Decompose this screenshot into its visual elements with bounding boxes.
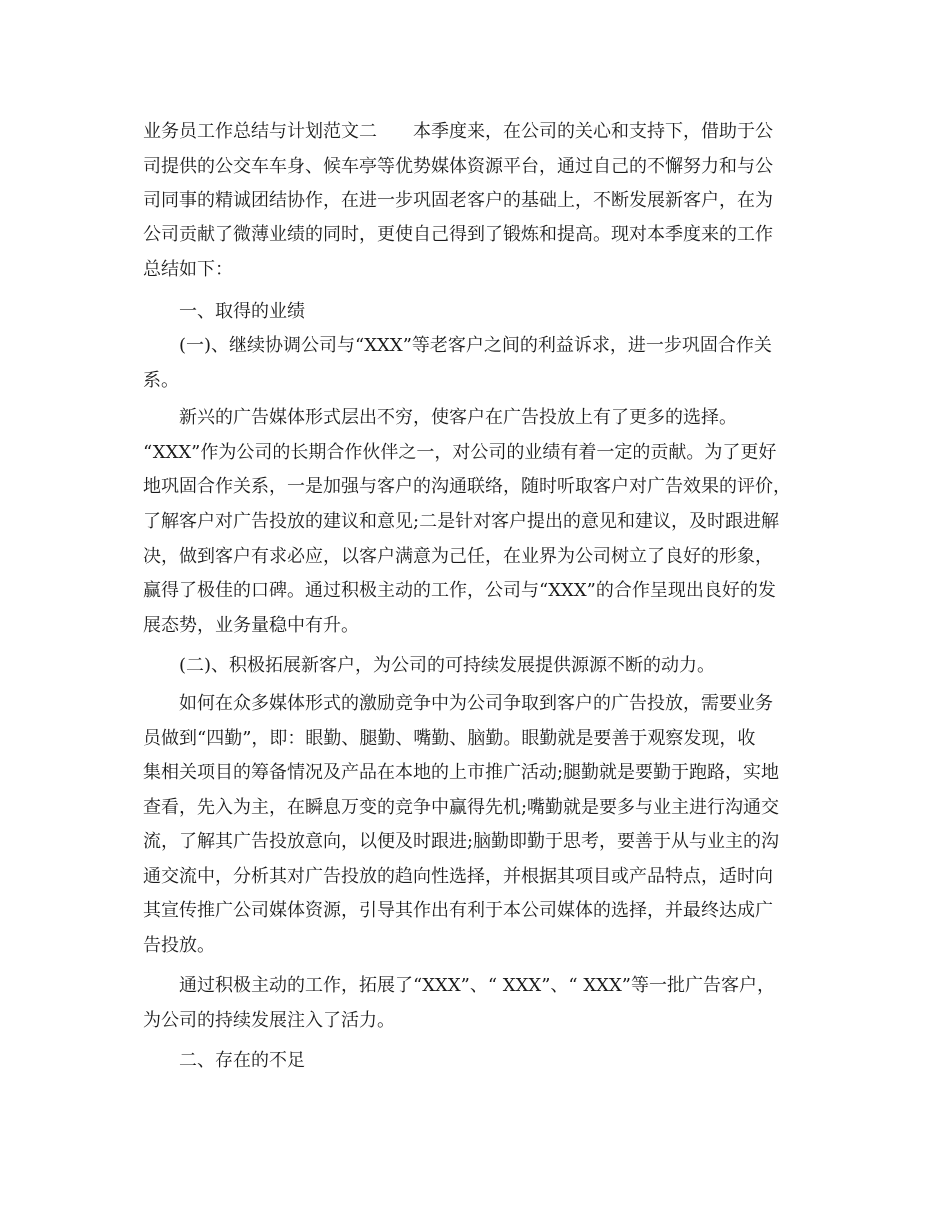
text-line: 查看，先入为主，在瞬息万变的竞争中赢得先机;嘴勤就是要多与业主进行沟通交 [143, 797, 780, 818]
text-line: 地巩固合作关系，一是加强与客户的沟通联络，随时听取客户对广告效果的评价， [143, 476, 791, 497]
text-line: 如何在众多媒体形式的激励竞争中为公司争取到客户的广告投放，需要业务 [143, 693, 773, 714]
text-line: 集相关项目的筹备情况及产品在本地的上市推广活动;腿勤就是要勤于跑路，实地 [143, 762, 780, 783]
text-line: 通交流中，分析其对广告投放的趋向性选择，并根据其项目或产品特点，适时向 [143, 866, 773, 887]
text-line: 员做到“四勤”，即：眼勤、腿勤、嘴勤、脑勤。眼勤就是要善于观察发现，收 [143, 728, 756, 749]
text-line: 流，了解其广告投放意向，以便及时跟进;脑勤即勤于思考，要善于从与业主的沟 [143, 831, 780, 852]
section-heading: 一、取得的业绩 [143, 301, 305, 322]
text-line: 业务员工作总结与计划范文二 本季度来，在公司的关心和支持下，借助于公 [143, 121, 773, 142]
text-line: 决，做到客户有求必应，以客户满意为己任，在业界为公司树立了良好的形象， [143, 546, 773, 567]
text-line: 公司贡献了微薄业绩的同时，更使自己得到了锻炼和提高。现对本季度来的工作 [143, 224, 773, 245]
text-line: 总结如下： [143, 259, 233, 280]
subsection-heading: (一)、继续协调公司与“XXX”等老客户之间的利益诉求，进一步巩固合作关 [143, 335, 772, 356]
text-line: 系。 [143, 370, 179, 391]
subsection-heading: (二)、积极拓展新客户，为公司的可持续发展提供源源不断的动力。 [143, 655, 716, 676]
text-line: 司同事的精诚团结协作，在进一步巩固老客户的基础上，不断发展新客户，在为 [143, 190, 773, 211]
section-heading: 二、存在的不足 [143, 1050, 305, 1071]
text-line: 其宣传推广公司媒体资源，引导其作出有利于本公司媒体的选择，并最终达成广 [143, 900, 773, 921]
text-line: 展态势，业务量稳中有升。 [143, 615, 359, 636]
text-line: 新兴的广告媒体形式层出不穷，使客户在广告投放上有了更多的选择。 [143, 407, 737, 428]
text-line: 赢得了极佳的口碑。通过积极主动的工作，公司与“XXX”的合作呈现出良好的发 [143, 580, 776, 601]
text-line: “XXX”作为公司的长期合作伙伴之一，对公司的业绩有着一定的贡献。为了更好 [143, 442, 777, 463]
text-line: 为公司的持续发展注入了活力。 [143, 1010, 395, 1031]
text-line: 通过积极主动的工作，拓展了“XXX”、“ XXX”、“ XXX”等一批广告客户， [143, 975, 775, 996]
text-line: 了解客户对广告投放的建议和意见;二是针对客户提出的意见和建议，及时跟进解 [143, 511, 780, 532]
text-line: 告投放。 [143, 935, 215, 956]
text-line: 司提供的公交车车身、候车亭等优势媒体资源平台，通过自己的不懈努力和与公 [143, 156, 773, 177]
